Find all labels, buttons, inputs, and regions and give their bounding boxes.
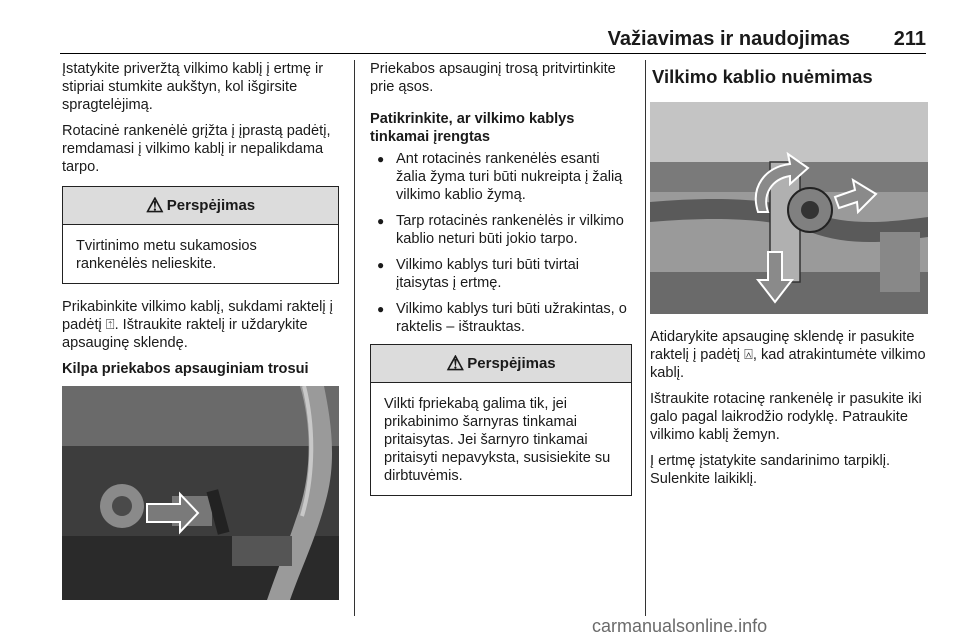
paragraph-unlock: Atidarykite apsauginę sklendę ir pasukite raktelį į padėtį ⍓, kad atrakintumėte vilkimo kablį. xyxy=(650,329,926,381)
list-item: ● Tarp rotacinės rankenėlės ir vilkimo kablio neturi būti jokio tarpo. xyxy=(370,212,632,248)
column-1 xyxy=(62,60,339,600)
warning-header xyxy=(63,187,338,225)
warning-title: Perspėjimas xyxy=(166,197,256,214)
warning-header xyxy=(371,345,631,383)
check-list xyxy=(370,150,632,336)
column-divider-2 xyxy=(645,60,646,616)
figure-safety-eye xyxy=(62,386,339,600)
paragraph-lock-hook: Prikabinkite vilkimo kablį, sukdami raktelį į padėtį ⍐. Ištraukite raktelį ir uždarykite apsauginę sklendę. xyxy=(62,299,333,351)
page-header xyxy=(60,26,926,54)
figure-hook-removal xyxy=(650,102,928,314)
paragraph-seal: Į ertmę įstatykite sandarinimo tarpiklį. Sulenkite laikiklį. xyxy=(650,453,891,487)
paragraph-insert-hook: Įstatykite priveržtą vilkimo kablį į ertmę ir stipriai stumkite aukštyn, kol išgirsite spragtelėjimą. xyxy=(62,61,324,113)
list-item: ● Ant rotacinės rankenėlės esanti žalia žyma turi būti nukreipta į žalią vilkimo kablio žymą. xyxy=(370,150,632,204)
warning-title: Perspėjimas xyxy=(467,355,556,372)
paragraph-pull-knob: Ištraukite rotacinę rankenėlę ir pasukite iki galo pagal laikrodžio rodyklę. Patraukite vilkimo kablį žemyn. xyxy=(650,391,922,443)
warning-text: Tvirtinimo metu sukamosios rankenėlės nelieskite. xyxy=(76,238,257,272)
warning-box-2 xyxy=(370,344,632,496)
list-item: ● Vilkimo kablys turi būti užrakintas, o raktelis – ištrauktas. xyxy=(370,300,632,336)
warning-icon: ⚠ xyxy=(446,353,465,375)
section-heading-removal: Vilkimo kablio nuėmimas xyxy=(652,66,873,87)
warning-icon: ⚠ xyxy=(145,195,164,217)
subheading-check: Patikrinkite, ar vilkimo kablys tinkamai įrengtas xyxy=(370,111,575,145)
subheading-safety-eye: Kilpa priekabos apsauginiam trosui xyxy=(62,361,309,377)
column-3 xyxy=(650,60,928,496)
column-2 xyxy=(370,60,632,510)
page-number: 211 xyxy=(893,28,926,50)
paragraph-knob-returns: Rotacinė rankenėlė grįžta į įprastą padėtį, remdamasi į vilkimo kablį ir nepalikdama tarpo. xyxy=(62,123,331,175)
warning-box-1 xyxy=(62,186,339,284)
watermark: carmanualsonline.info xyxy=(592,616,768,636)
list-item: ● Vilkimo kablys turi būti tvirtai įtaisytas į ertmę. xyxy=(370,256,632,292)
column-divider-1 xyxy=(354,60,355,616)
warning-text: Vilkti fpriekabą galima tik, jei prikabinimo šarnyras tinkamai pritaisytas. Jei šarnyro tinkamai pritaisyti nepavyksta, susisiekite su dirbtuvėmis. xyxy=(384,396,611,484)
chapter-title: Važiavimas ir naudojimas xyxy=(607,28,850,50)
paragraph-attach-cable: Priekabos apsauginį trosą pritvirtinkite prie ąsos. xyxy=(370,61,616,95)
